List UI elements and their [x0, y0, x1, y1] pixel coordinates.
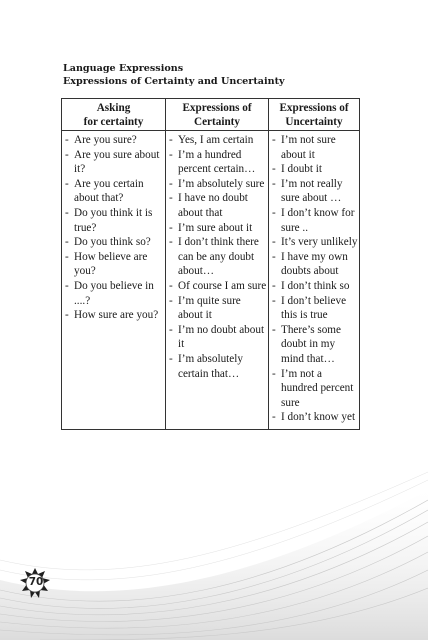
- asking-expression: - Are you sure about it?: [64, 148, 164, 177]
- uncertainty-expression: - I don’t believe this is true: [271, 294, 358, 323]
- uncertainty-expression: - I’m not a hundred percent sure: [271, 367, 358, 411]
- uncertainty-expression: - I’m not really sure about …: [271, 177, 358, 206]
- uncertainty-expression: - I don’t think so: [271, 279, 358, 294]
- table-header-row: [62, 99, 360, 131]
- asking-expression: - How sure are you?: [64, 308, 164, 323]
- heading-title: Language Expressions: [63, 63, 184, 74]
- asking-expression: - Do you think so?: [64, 235, 164, 250]
- certainty-expression: - I’m quite sure about it: [168, 294, 267, 323]
- certainty-expression: - Of course I am sure: [168, 279, 267, 294]
- uncertainty-expression: - I don’t know for sure ..: [271, 206, 358, 235]
- uncertainty-column: [269, 131, 360, 430]
- certainty-list: [168, 133, 267, 381]
- asking-expression: - Do you believe in ....?: [64, 279, 164, 308]
- asking-expression: - Are you sure?: [64, 133, 164, 148]
- certainty-expression: - Yes, I am certain: [168, 133, 267, 148]
- header-asking-for-certainty: Asking for certainty: [62, 99, 166, 131]
- certainty-expression: - I’m absolutely sure: [168, 177, 267, 192]
- heading-subtitle: Expressions of Certainty and Uncertainty: [63, 76, 285, 87]
- uncertainty-expression: - It’s very unlikely: [271, 235, 358, 250]
- page-number: 70: [28, 576, 44, 588]
- header-expressions-of-uncertainty: Expressions of Uncertainty: [269, 99, 360, 131]
- uncertainty-expression: - I have my own doubts about: [271, 250, 358, 279]
- asking-expression: - Are you certain about that?: [64, 177, 164, 206]
- certainty-expression: - I’m a hundred percent certain…: [168, 148, 267, 177]
- certainty-expression: - I’m no doubt about it: [168, 323, 267, 352]
- uncertainty-expression: - I’m not sure about it: [271, 133, 358, 162]
- expressions-table: [61, 98, 360, 430]
- uncertainty-expression: - I don’t know yet: [271, 410, 358, 425]
- asking-expression: - Do you think it is true?: [64, 206, 164, 235]
- certainty-expression: - I don’t think there can be any doubt about…: [168, 235, 267, 279]
- uncertainty-list: [271, 133, 358, 425]
- asking-expression: - How believe are you?: [64, 250, 164, 279]
- certainty-expression: - I have no doubt about that: [168, 191, 267, 220]
- decorative-swoosh: [0, 470, 428, 640]
- section-heading: [63, 62, 285, 88]
- uncertainty-expression: - There’s some doubt in my mind that…: [271, 323, 358, 367]
- certainty-expression: - I’m sure about it: [168, 221, 267, 236]
- asking-list: [64, 133, 164, 323]
- header-expressions-of-certainty: Expressions of Certainty: [166, 99, 269, 131]
- asking-column: [62, 131, 166, 430]
- certainty-column: [166, 131, 269, 430]
- certainty-expression: - I’m absolutely certain that…: [168, 352, 267, 381]
- uncertainty-expression: - I doubt it: [271, 162, 358, 177]
- table-row: [62, 131, 360, 430]
